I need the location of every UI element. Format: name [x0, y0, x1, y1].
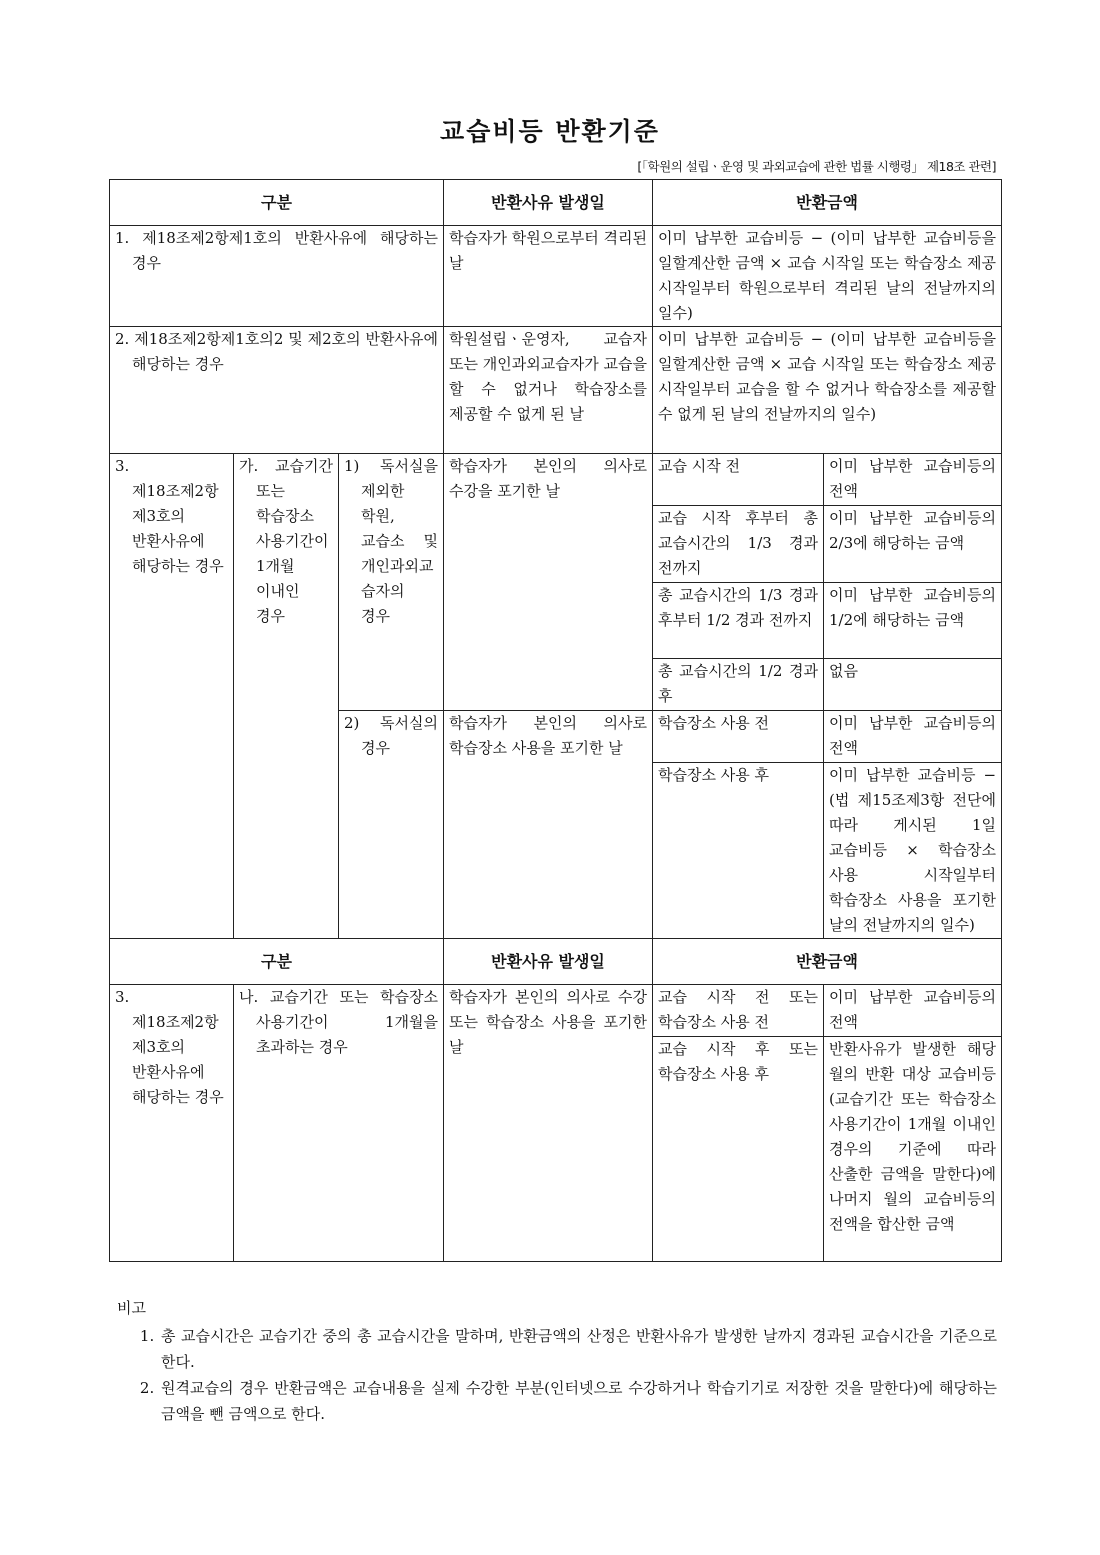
note-item: 2. 원격교습의 경우 반환금액은 교습내용을 실제 수강한 부분(인터넷으로 수강하거나 학습기기로 저장한 것을 말한다)에 해당하는 금액을 뺀 금액으로 한다.: [159, 1375, 997, 1427]
row3-item2-case2-amount: 이미 납부한 교습비등 − (법 제15조제3항 전단에 따라 게시된 1일 교습비등 × 학습장소 사용 시작일부터 학습장소 사용을 포기한 날의 전날까지의 일수): [824, 763, 1002, 939]
notes-heading: 비고: [117, 1299, 146, 1317]
table-header-row: [110, 180, 1002, 226]
row3b-case2-amount: 반환사유가 발생한 해당 월의 반환 대상 교습비등(교습기간 또는 학습장소 사용기간이 1개월 이내인 경우의 기준에 따라 산출한 금액을 말한다)에 나머지 월의 교습비등의 전액을 합산한 금액: [824, 1037, 1002, 1262]
header-reason-date: 반환사유 발생일: [444, 180, 653, 226]
row1-reason-date: 학습자가 학원으로부터 격리된 날: [444, 226, 653, 327]
page-title: 교습비등 반환기준: [440, 117, 660, 146]
refund-table: [109, 179, 1002, 1262]
row3-sub-a: 가. 교습기간 또는 학습장소 사용기간이 1개월 이내인 경우: [234, 454, 339, 939]
row3-item2-case2-when: 학습장소 사용 후: [653, 763, 824, 939]
row3b-category: 3. 제18조제2항제3호의 반환사유에 해당하는 경우: [110, 985, 234, 1262]
row3-item1-case2-when: 교습 시작 후부터 총 교습시간의 1/3 경과 전까지: [653, 506, 824, 583]
row3-item1-case4-when: 총 교습시간의 1/2 경과 후: [653, 659, 824, 711]
row3-item1-case3-when: 총 교습시간의 1/3 경과 후부터 1/2 경과 전까지: [653, 583, 824, 659]
row3-item2-case1-when: 학습장소 사용 전: [653, 711, 824, 763]
header-category: 구분: [110, 180, 444, 226]
row3-item1-case3-amount: 이미 납부한 교습비등의 1/2에 해당하는 금액: [824, 583, 1002, 659]
header-category-repeat: 구분: [110, 939, 444, 985]
row3b-case2-when: 교습 시작 후 또는 학습장소 사용 후: [653, 1037, 824, 1262]
row3-item2-case1-amount: 이미 납부한 교습비등의 전액: [824, 711, 1002, 763]
row3-item1-case4-amount: 없음: [824, 659, 1002, 711]
row3-item1-case2-amount: 이미 납부한 교습비등의 2/3에 해당하는 금액: [824, 506, 1002, 583]
row3b-reason-date: 학습자가 본인의 의사로 수강 또는 학습장소 사용을 포기한 날: [444, 985, 653, 1262]
row2-amount: 이미 납부한 교습비등 − (이미 납부한 교습비등을 일할계산한 금액 × 교습 시작일 또는 학습장소 제공 시작일부터 교습을 할 수 없거나 학습장소를 제공할 수 없게 된 날의 전날까지의 일수): [653, 327, 1002, 454]
table-row: [110, 327, 1002, 454]
header-amount-repeat: 반환금액: [653, 939, 1002, 985]
row3b-case1-amount: 이미 납부한 교습비등의 전액: [824, 985, 1002, 1037]
table-row: [110, 985, 1002, 1037]
table-row: [110, 454, 1002, 506]
row3-item1-case1-amount: 이미 납부한 교습비등의 전액: [824, 454, 1002, 506]
table-header-row-repeat: [110, 939, 1002, 985]
header-reason-date-repeat: 반환사유 발생일: [444, 939, 653, 985]
row1-category: 1. 제18조제2항제1호의 반환사유에 해당하는 경우: [110, 226, 444, 327]
source-reference: [「학원의 설립ㆍ운영 및 과외교습에 관한 법률 시행령」 제18조 관련]: [637, 159, 996, 174]
row3-category: 3. 제18조제2항제3호의 반환사유에 해당하는 경우: [110, 454, 234, 939]
row2-reason-date: 학원설립ㆍ운영자, 교습자 또는 개인과외교습자가 교습을 할 수 없거나 학습장소를 제공할 수 없게 된 날: [444, 327, 653, 454]
table-row: [110, 226, 1002, 327]
notes-list: [117, 1323, 997, 1427]
row3-item1-label: 1) 독서실을 제외한 학원, 교습소 및 개인과외교습자의 경우: [339, 454, 444, 711]
row3-item2-reason-date: 학습자가 본인의 의사로 학습장소 사용을 포기한 날: [444, 711, 653, 939]
note-item: 1. 총 교습시간은 교습기간 중의 총 교습시간을 말하며, 반환금액의 산정은 반환사유가 발생한 날까지 경과된 교습시간을 기준으로 한다.: [159, 1323, 997, 1375]
row3b-case1-when: 교습 시작 전 또는 학습장소 사용 전: [653, 985, 824, 1037]
row2-category: 2. 제18조제2항제1호의2 및 제2호의 반환사유에 해당하는 경우: [110, 327, 444, 454]
header-amount: 반환금액: [653, 180, 1002, 226]
notes-section: [117, 1295, 997, 1427]
row3-item1-reason-date: 학습자가 본인의 의사로 수강을 포기한 날: [444, 454, 653, 711]
row3-item2-label: 2) 독서실의 경우: [339, 711, 444, 939]
row3b-sub-b: 나. 교습기간 또는 학습장소 사용기간이 1개월을 초과하는 경우: [234, 985, 444, 1262]
row3-item1-case1-when: 교습 시작 전: [653, 454, 824, 506]
row1-amount: 이미 납부한 교습비등 − (이미 납부한 교습비등을 일할계산한 금액 × 교습 시작일 또는 학습장소 제공 시작일부터 학원으로부터 격리된 날의 전날까지의 일수): [653, 226, 1002, 327]
